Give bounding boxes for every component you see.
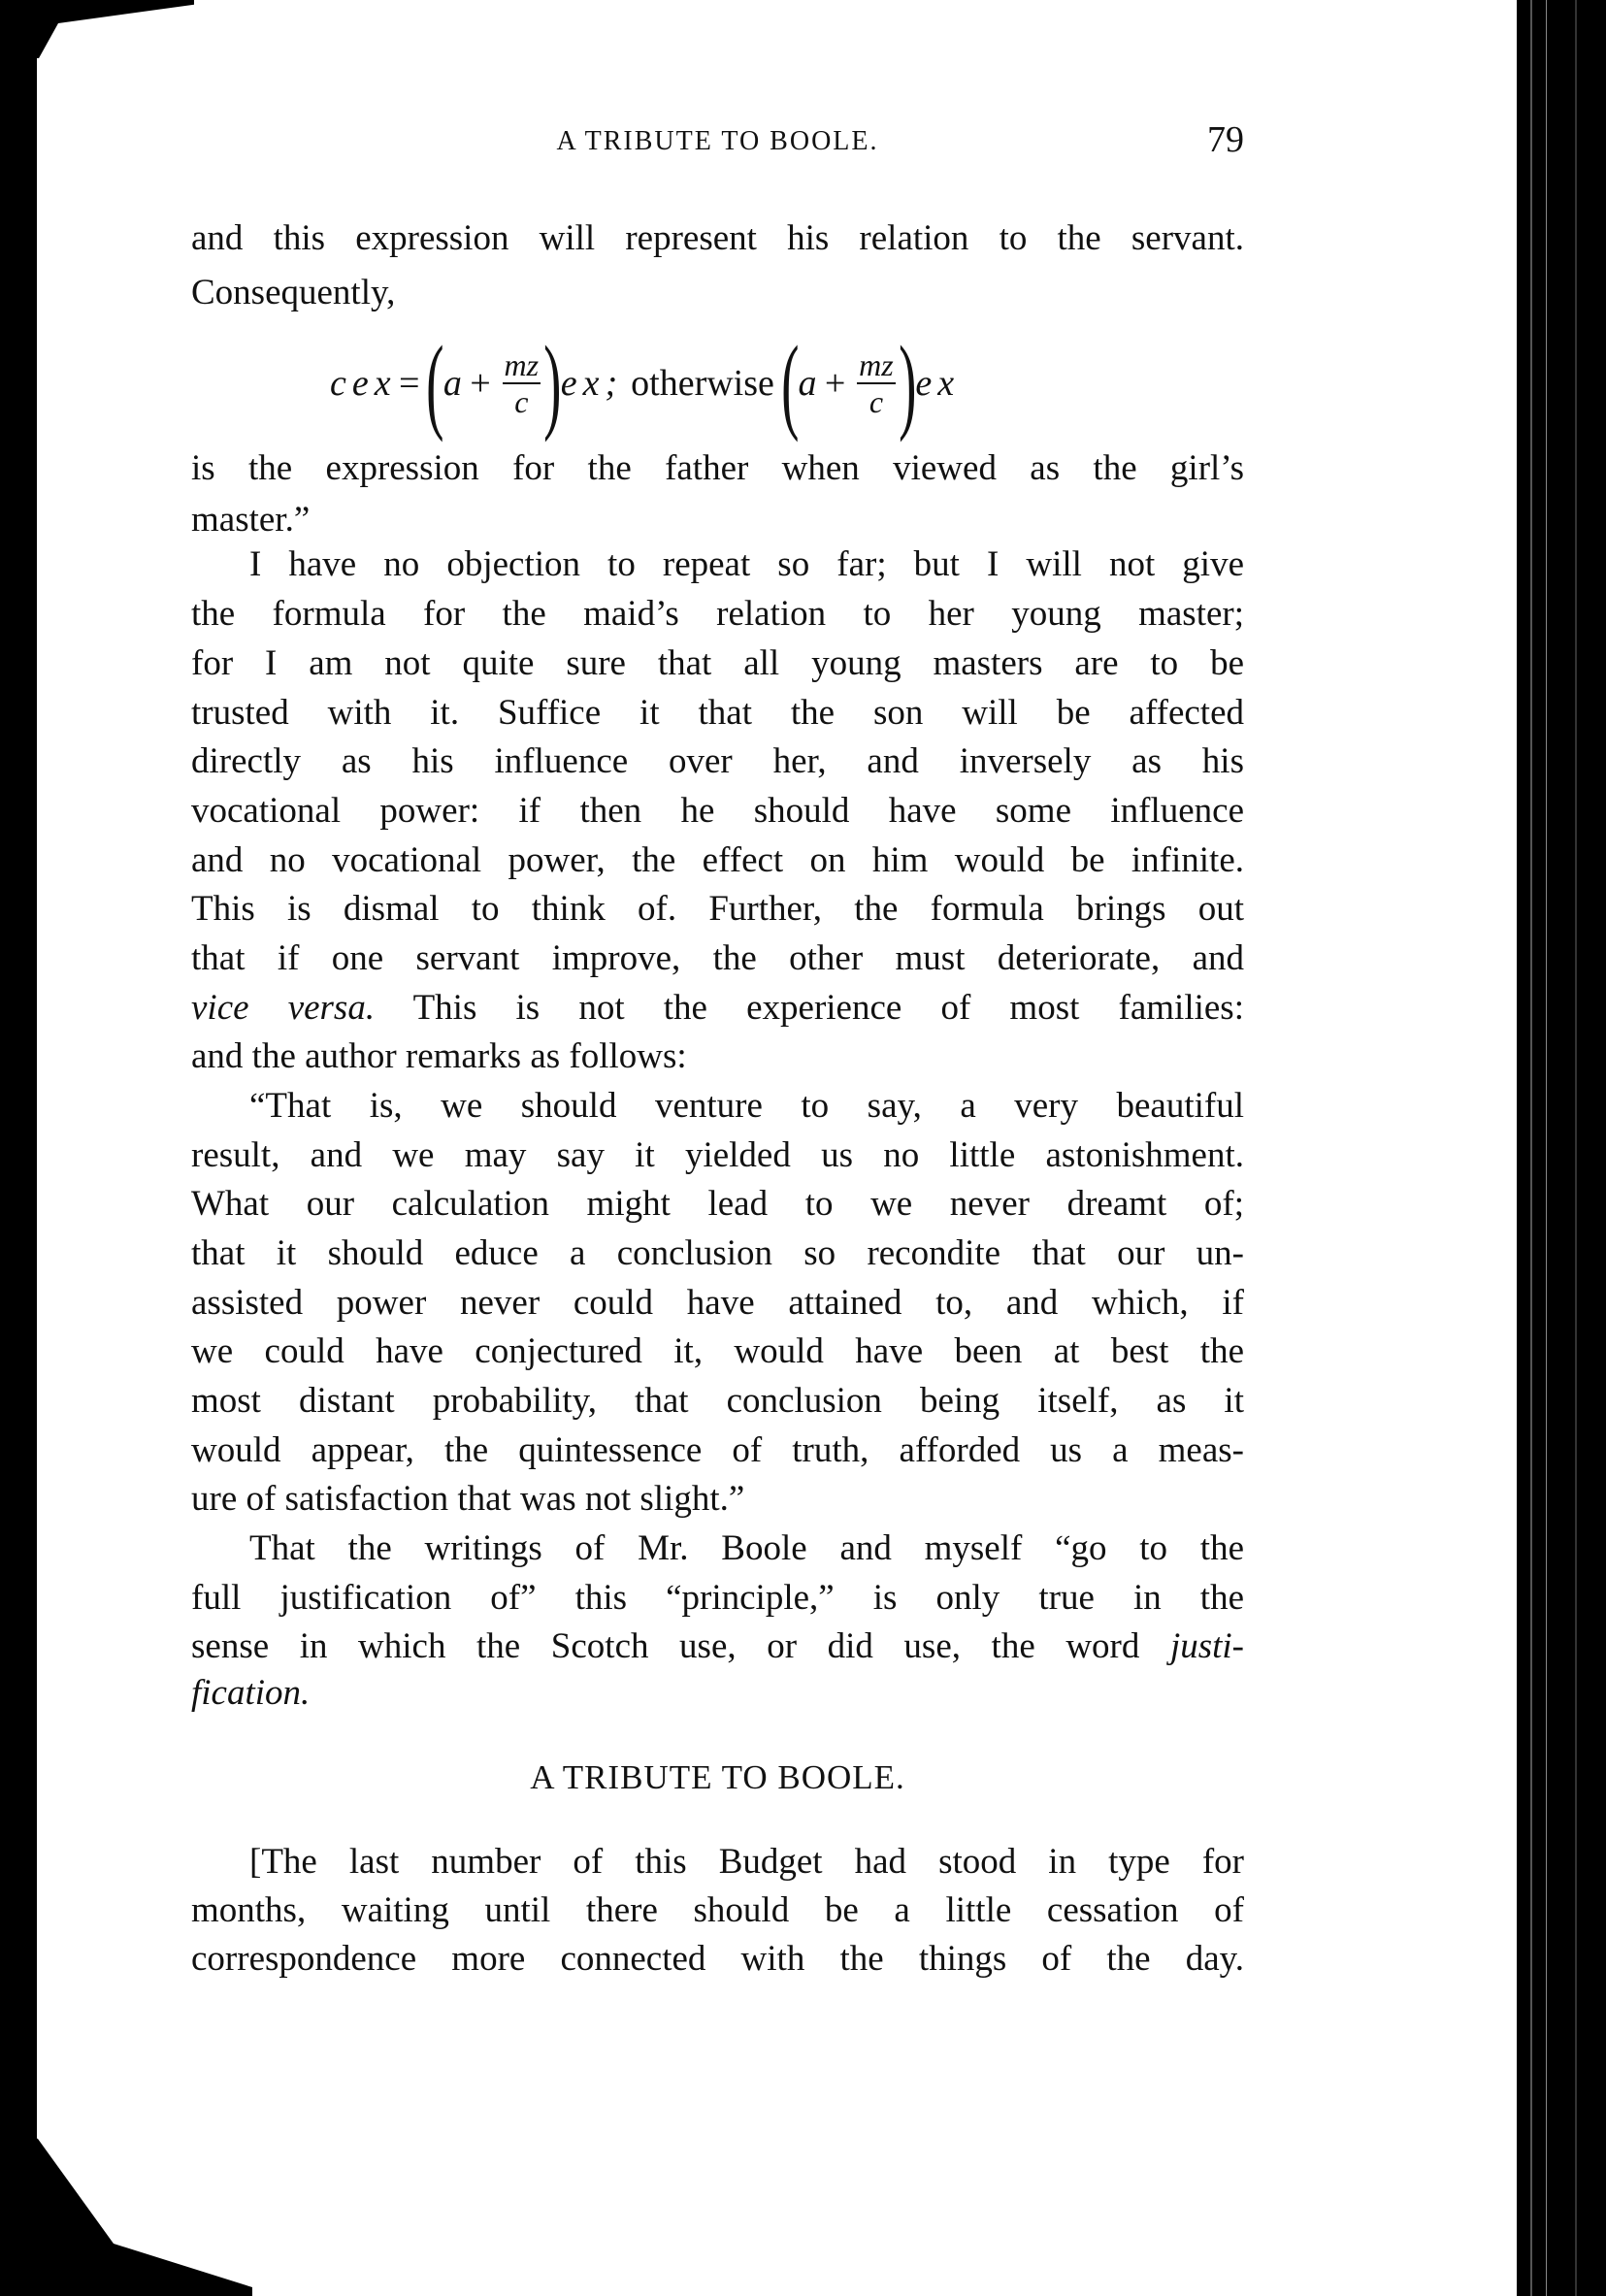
- text-span: and no vocational power, the effect on him would be infinite.: [191, 840, 1244, 880]
- text-span: trusted with it. Suffice it that the son will be affected: [191, 693, 1244, 733]
- italic-text: fication.: [191, 1673, 311, 1713]
- right-paren: ): [898, 324, 917, 443]
- text-line: [191, 1669, 1244, 1718]
- text-span: Consequently,: [191, 273, 396, 312]
- formula-after: ex: [915, 363, 961, 404]
- text-span: That the writings of Mr. Boole and myself “go to the: [249, 1528, 1244, 1568]
- text-line: [191, 1623, 1244, 1671]
- formula-lhs: cex=: [330, 363, 428, 404]
- formula-after: ex;: [560, 363, 624, 404]
- text-line: [191, 1328, 1244, 1376]
- text-line: [191, 1082, 1244, 1131]
- text-line: [191, 1475, 1244, 1524]
- text-line: [191, 640, 1244, 688]
- text-span: months, waiting until there should be a little cessation of: [191, 1890, 1244, 1930]
- text-span: most distant probability, that conclusion being itself, as it: [191, 1381, 1244, 1421]
- page-number: 79: [1207, 119, 1244, 160]
- text-span: for I am not quite sure that all young masters are to be: [191, 643, 1244, 683]
- text-span: is the expression for the father when viewed as the girl’s: [191, 448, 1244, 488]
- text-line: [191, 689, 1244, 738]
- text-span: result, and we may say it yielded us no little astonishment.: [191, 1135, 1244, 1175]
- fraction-denominator: c: [869, 384, 884, 419]
- scan-bottom-corner: [0, 2121, 252, 2296]
- left-paren: (: [426, 324, 444, 443]
- text-span: directly as his influence over her, and inversely as his: [191, 741, 1244, 781]
- text-span: What our calculation might lead to we never dreamt of;: [191, 1184, 1244, 1224]
- fraction-numerator: mz: [504, 347, 540, 382]
- page-header: [191, 118, 1244, 167]
- scan-top-corner: [0, 0, 194, 58]
- scan-left-edge: [0, 0, 37, 2296]
- text-line: [191, 269, 1244, 317]
- left-paren: (: [781, 324, 800, 443]
- text-span: “That is, we should venture to say, a very beautiful: [249, 1086, 1244, 1126]
- text-span: This is dismal to think of. Further, the formula brings out: [191, 889, 1244, 929]
- text-line: [191, 1132, 1244, 1180]
- text-line: [191, 214, 1244, 263]
- text-line: [191, 590, 1244, 639]
- text-span: the formula for the maid’s relation to her young master;: [191, 594, 1244, 634]
- text-span: that if one servant improve, the other must deteriorate, and: [191, 938, 1244, 978]
- scan-right-edge: [1517, 0, 1606, 2296]
- text-line: [191, 1230, 1244, 1278]
- text-line: [191, 1180, 1244, 1229]
- formula-a: a+: [442, 363, 499, 404]
- formula-word: otherwise: [631, 363, 774, 404]
- text-span: This is not the experience of most families:: [375, 988, 1244, 1028]
- text-line: [191, 885, 1244, 934]
- text-span: I have no objection to repeat so far; but I will not give: [249, 544, 1244, 584]
- fraction-numerator: mz: [859, 347, 894, 382]
- text-line: [191, 541, 1244, 589]
- text-span: [The last number of this Budget had stood in type for: [249, 1842, 1244, 1882]
- text-line: [191, 738, 1244, 786]
- text-line: [191, 1838, 1244, 1886]
- formula: [330, 324, 961, 443]
- italic-text: vice versa.: [191, 988, 376, 1028]
- fraction: [857, 347, 896, 419]
- text-span: we could have conjectured it, would have been at best the: [191, 1331, 1244, 1371]
- italic-text: justi-: [1169, 1626, 1244, 1666]
- text-span: and this expression will represent his relation to the servant.: [191, 218, 1244, 258]
- text-line: [191, 935, 1244, 983]
- text-line: [191, 1427, 1244, 1475]
- section-heading: A TRIBUTE TO BOOLE.: [530, 1758, 905, 1796]
- text-span: sense in which the Scotch use, or did use, the word: [191, 1626, 1170, 1666]
- text-line: [191, 1886, 1244, 1935]
- text-line: [191, 1033, 1244, 1081]
- text-line: [191, 1935, 1244, 1984]
- text-line: [191, 1279, 1244, 1328]
- text-line: [191, 836, 1244, 885]
- text-span: correspondence more connected with the things of the day.: [191, 1939, 1244, 1979]
- right-paren: ): [543, 324, 562, 443]
- fraction-denominator: c: [514, 384, 529, 419]
- text-span: would appear, the quintessence of truth, afforded us a meas-: [191, 1430, 1244, 1470]
- text-line: [191, 496, 1244, 544]
- formula-a: a+: [798, 363, 854, 404]
- text-span: and the author remarks as follows:: [191, 1036, 687, 1076]
- text-line: [191, 1574, 1244, 1623]
- text-line: [191, 444, 1244, 493]
- fraction: [503, 347, 541, 419]
- text-span: vocational power: if then he should have some influence: [191, 791, 1244, 831]
- text-line: [191, 1525, 1244, 1573]
- text-span: master.”: [191, 500, 311, 540]
- text-span: ure of satisfaction that was not slight.”: [191, 1479, 745, 1519]
- text-line: [191, 984, 1244, 1033]
- text-span: that it should educe a conclusion so recondite that our un-: [191, 1233, 1244, 1273]
- running-title: A TRIBUTE TO BOOLE.: [556, 126, 879, 156]
- text-span: full justification of” this “principle,” is only true in the: [191, 1578, 1244, 1618]
- text-line: [191, 787, 1244, 836]
- text-line: [191, 1377, 1244, 1426]
- text-span: assisted power never could have attained to, and which, if: [191, 1283, 1244, 1323]
